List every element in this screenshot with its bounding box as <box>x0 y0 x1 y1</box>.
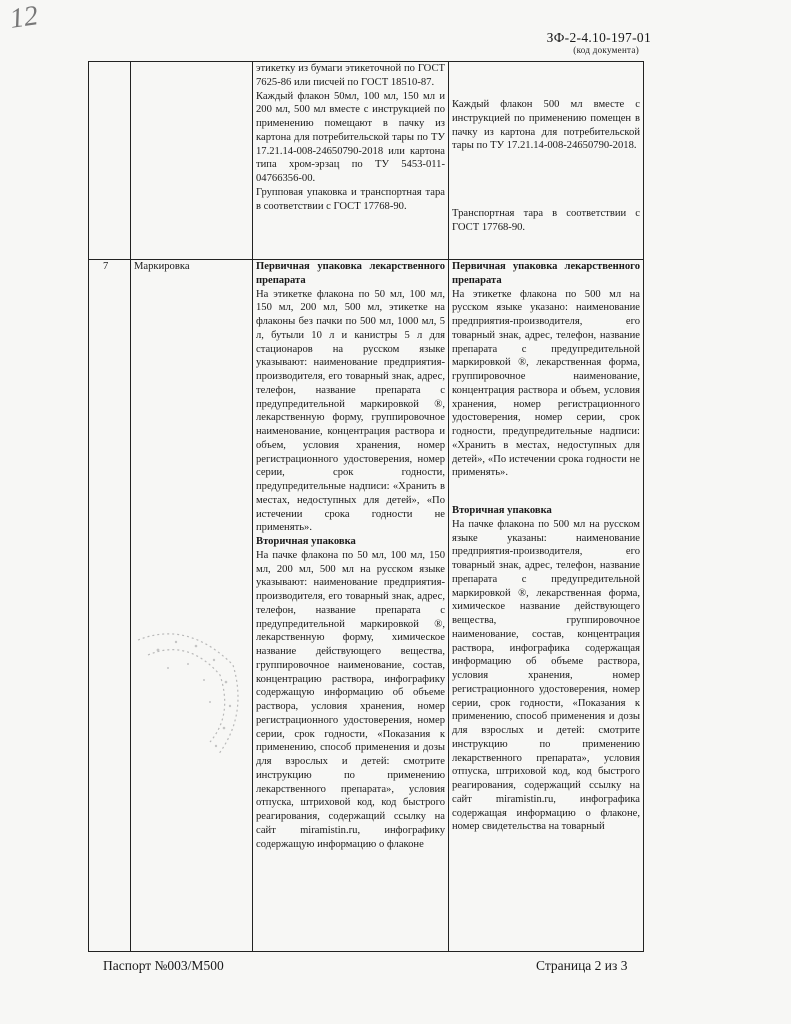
paragraph: этикетку из бумаги этикеточной по ГОСТ 7625-86 или писчей по ГОСТ 18510-87. <box>256 63 445 88</box>
cell-name-empty <box>131 62 253 260</box>
row-number: 7 <box>89 260 131 952</box>
document-code-block <box>547 30 651 55</box>
paragraph: Каждый флакон 500 мл вместе с инструкцией по применению помещен в пачку из картона для потребительской тары по ТУ 17.21.14-008-24650790-2018. <box>452 99 640 152</box>
section-heading: Первичная упаковка лекарственного препарата <box>256 261 445 286</box>
cell-number-empty <box>89 62 131 260</box>
paragraph: На этикетке флакона по 50 мл, 100 мл, 150 мл, 200 мл, 500 мл, этикетке на флаконы без пачки по 500 мл, 1000 мл, 5 л, бутыли 10 л и канистры 5 л для стационаров на русском языке указывают: наименование предприятия-производителя, его товарный знак, адрес, телефон, название препарата с предупредительной маркировкой ®, лекарственную форму, группировочное наименование, концентрация раствора и объем, условия хранения, номер регистрационного удостоверения, номер серии, срок годности, предупредительные надписи: «Хранить в местах, недоступных для детей», «По истечении срока годности не применять». <box>256 288 445 534</box>
document-code-label: (код документа) <box>573 45 639 55</box>
cell-packaging-actual <box>449 62 644 260</box>
page-number: Страница 2 из 3 <box>536 958 628 973</box>
paragraph: На этикетке флакона по 500 мл на русском языке указано: наименование предприятия-производителя, его товарный знак, адрес, телефон, название препарата с предупредительной маркировкой ®, лекарственная форма, группировочное наименование, концентрация раствора и объем, условия хранения, номер регистрационного удостоверения, номер серии, срок годности, предупредительные надписи: «Хранить в местах, недоступных для детей», «По истечении срока годности не применять». <box>452 288 640 479</box>
document-code: ЗФ-2-4.10-197-01 <box>546 30 651 45</box>
section-heading: Первичная упаковка лекарственного препарата <box>452 261 640 286</box>
paragraph: На пачке флакона по 50 мл, 100 мл, 150 мл, 200 мл, 500 мл на русском языке указывают: наименование предприятия-производителя, его товарный знак, адрес, телефон, название препарата с предупредительной маркировкой ®, лекарственную форму, химическое название действующего вещества, группировочное наименование, состав, концентрацию раствора, инфографику содержащую информацию об объеме раствора, условия хранения, номер регистрационного удостоверения, номер серии, срок годности, «Показания к применению, способ применения и дозы для взрослых и детей: смотрите инструкцию по применению лекарственного препарата», условия отпуска, штриховой код, код быстрого реагирования, содержащий ссылку на сайт miramistin.ru, инфографику содержащую информацию о флаконе <box>256 549 445 850</box>
passport-number: Паспорт №003/М500 <box>103 958 224 973</box>
paragraph: Транспортная тара в соответствии с ГОСТ 17768-90. <box>452 208 640 233</box>
paragraph: Групповая упаковка и транспортная тара в соответствии с ГОСТ 17768-90. <box>256 186 445 212</box>
handwritten-page-number: 12 <box>7 0 40 35</box>
paragraph: Каждый флакон 50мл, 100 мл, 150 мл и 200 мл, 500 мл вместе с инструкцией по применению помещают в пачку из картона для потребительской тары по ТУ 17.21.14-008-24650790-2018 или картона типа хром-эрзац по ТУ 5453-011-04766356-00. <box>256 90 445 184</box>
cell-marking-actual <box>449 260 644 952</box>
table-row-marking <box>89 260 644 952</box>
row-name: Маркировка <box>131 260 253 952</box>
table-row-packaging-cont <box>89 62 644 260</box>
paragraph: На пачке флакона по 500 мл на русском языке указаны: наименование предприятия-производителя, его товарный знак, адрес, телефон, название препарата с предупредительной маркировкой ®, лекарственная форма, химическое название действующего вещества, группировочное наименование, состав, концентрация раствора, инфографика содержащая информацию об объеме раствора, условия хранения, номер регистрационного удостоверения, номер серии, срок годности, «Показания к применению, способ применения и дозы для взрослых и детей: смотрите инструкцию по применению лекарственного препарата», условия отпуска, штриховой код, код быстрого реагирования, содержащий ссылку на сайт miramistin.ru, инфографика содержащая информацию о флаконе, номер свидетельства на товарный <box>452 518 640 833</box>
section-heading: Вторичная упаковка <box>256 536 356 547</box>
section-heading: Вторичная упаковка <box>452 505 552 516</box>
passport-table <box>88 61 644 952</box>
cell-packaging-requirements <box>253 62 449 260</box>
cell-marking-requirements <box>253 260 449 952</box>
